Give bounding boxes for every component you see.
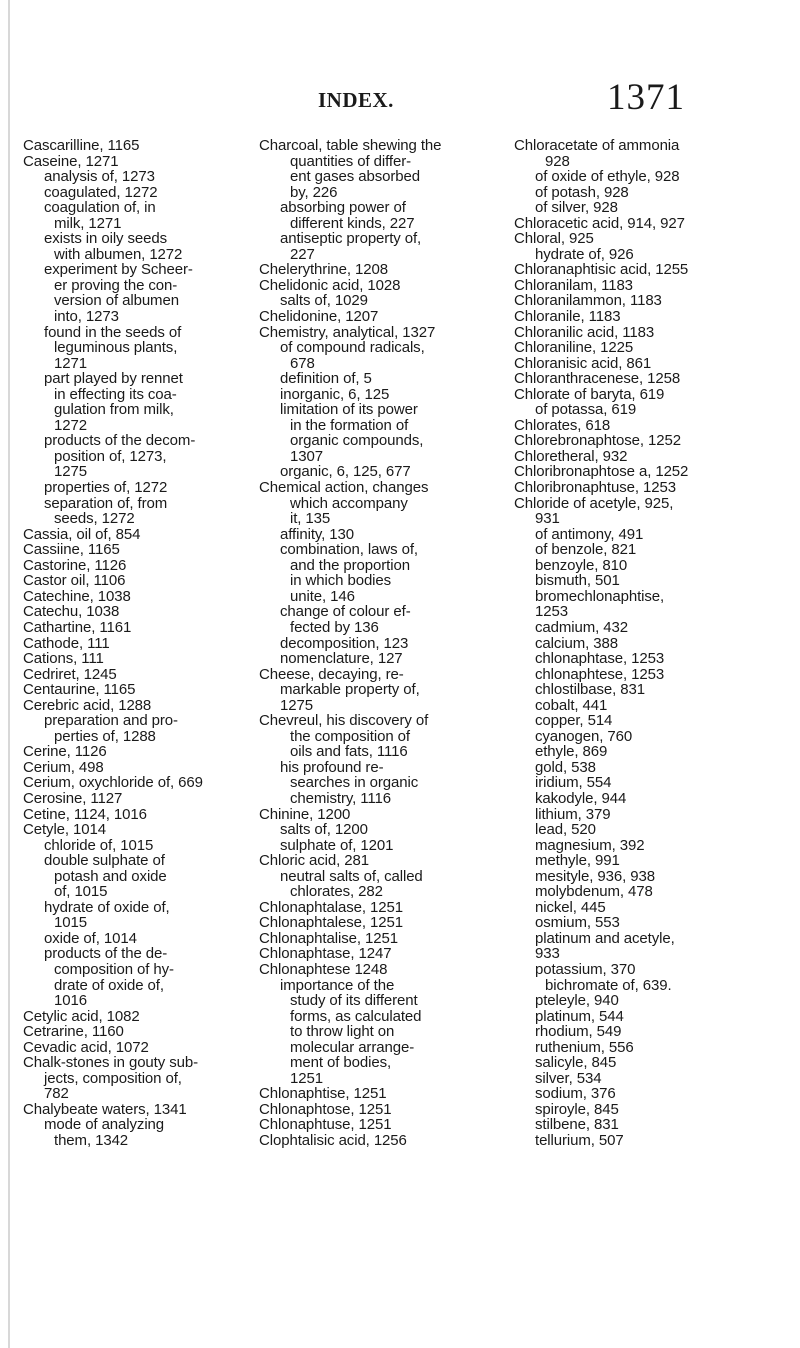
index-entry: Chlonaphtuse, 1251	[259, 1116, 392, 1134]
index-entry: Cerium, oxychloride of, 669	[23, 774, 203, 792]
index-entry: Catechine, 1038	[23, 587, 131, 605]
index-subentry: of potassa, 619	[535, 401, 637, 419]
index-entry: Chloranilic acid, 1183	[514, 323, 655, 341]
index-subentry: rhodium, 549	[535, 1023, 622, 1041]
index-entry: Chlonaphtalase, 1251	[259, 898, 403, 916]
index-entry: Catechu, 1038	[23, 603, 120, 621]
index-entry: Chloranile, 1183	[514, 308, 621, 326]
index-entry: Cassia, oil of, 854	[23, 525, 141, 543]
index-subentry: 1251	[290, 1069, 323, 1087]
index-subentry: leguminous plants,	[54, 339, 178, 357]
index-column-3	[514, 138, 714, 1149]
index-entry: Chloretheral, 932	[514, 447, 628, 465]
index-subentry: searches in organic	[290, 774, 419, 792]
index-subentry: 1016	[54, 992, 87, 1010]
index-subentry: part played by rennet	[44, 370, 183, 388]
index-entry: Cedriret, 1245	[23, 665, 117, 683]
index-subentry: 1275	[54, 463, 87, 481]
index-subentry: spiroyle, 845	[535, 1100, 619, 1118]
index-subentry: forms, as calculated	[290, 1007, 422, 1025]
index-entry: Chlonaphtalese, 1251	[259, 914, 403, 932]
index-subentry: milk, 1271	[54, 214, 122, 232]
index-subentry: ruthenium, 556	[535, 1038, 634, 1056]
index-entry: Chloranisic acid, 861	[514, 354, 652, 372]
index-subentry: bismuth, 501	[535, 572, 620, 590]
index-subentry: sodium, 376	[535, 1085, 616, 1103]
index-subentry: definition of, 5	[280, 370, 372, 388]
index-subentry: 1253	[535, 603, 568, 621]
index-entry: Chloribronaphtose a, 1252	[514, 463, 689, 481]
index-subentry: gold, 538	[535, 758, 596, 776]
index-entry: Cetyle, 1014	[23, 821, 107, 839]
index-entry: Chlonaphtese 1248	[259, 960, 388, 978]
index-subentry: salts of, 1029	[280, 292, 368, 310]
index-entry: Chlonaphtise, 1251	[259, 1085, 387, 1103]
index-entry: Castor oil, 1106	[23, 572, 126, 590]
running-head	[0, 76, 800, 126]
index-subentry: in the formation of	[290, 416, 409, 434]
index-entry: Chloride of acetyle, 925,	[514, 494, 674, 512]
index-subentry: chlonaphtase, 1253	[535, 650, 665, 668]
index-subentry: iridium, 554	[535, 774, 612, 792]
index-subentry: of potash, 928	[535, 183, 629, 201]
index-subentry: absorbing power of	[280, 199, 406, 217]
index-entry: Chlonaphtase, 1247	[259, 945, 392, 963]
index-entry: Cassiine, 1165	[23, 541, 120, 559]
index-entry: Chelerythrine, 1208	[259, 261, 389, 279]
index-subentry: 1272	[54, 416, 87, 434]
index-entry: Cevadic acid, 1072	[23, 1038, 149, 1056]
index-subentry: ent gases absorbed	[290, 168, 420, 186]
index-subentry: limitation of its power	[280, 401, 418, 419]
index-subentry: nomenclature, 127	[280, 650, 403, 668]
index-subentry: antiseptic property of,	[280, 230, 422, 248]
index-subentry: bromechlonaphtise,	[535, 587, 665, 605]
index-subentry: sulphate of, 1201	[280, 836, 394, 854]
index-entry: Cetrarine, 1160	[23, 1023, 124, 1041]
index-subentry: copper, 514	[535, 712, 613, 730]
index-subentry: preparation and pro-	[44, 712, 178, 730]
index-subentry: his profound re-	[280, 758, 384, 776]
index-subentry: ment of bodies,	[290, 1054, 392, 1072]
index-subentry: in which bodies	[290, 572, 392, 590]
page-number: 1371	[607, 77, 685, 118]
index-subentry: combination, laws of,	[280, 541, 418, 559]
index-subentry: it, 135	[290, 510, 331, 528]
index-entry: Chevreul, his discovery of	[259, 712, 429, 730]
index-subentry: methyle, 991	[535, 852, 620, 870]
index-entry: Centaurine, 1165	[23, 681, 136, 699]
index-entry: Chlorebronaphtose, 1252	[514, 432, 681, 450]
index-subentry: the composition of	[290, 727, 410, 745]
index-entry: Chloranthracenese, 1258	[514, 370, 681, 388]
index-entry: Cerebric acid, 1288	[23, 696, 152, 714]
index-subentry: molecular arrange-	[290, 1038, 415, 1056]
index-subentry: chloride of, 1015	[44, 836, 154, 854]
index-subentry: potash and oxide	[54, 867, 167, 885]
index-subentry: gulation from milk,	[54, 401, 174, 419]
index-subentry: exists in oily seeds	[44, 230, 168, 248]
index-entry: Cations, 111	[23, 650, 104, 668]
index-subentry: hydrate of, 926	[535, 245, 634, 263]
index-subentry: drate of oxide of,	[54, 976, 164, 994]
page-edge-shadow	[8, 0, 10, 1348]
index-subentry: bichromate of, 639.	[545, 976, 672, 994]
index-subentry: separation of, from	[44, 494, 168, 512]
index-subentry: 227	[290, 245, 315, 263]
index-subentry: mode of analyzing	[44, 1116, 165, 1134]
index-subentry: 1275	[280, 696, 313, 714]
index-subentry: chlonaphtese, 1253	[535, 665, 665, 683]
index-subentry: coagulation of, in	[44, 199, 156, 217]
index-entry: Chalybeate waters, 1341	[23, 1100, 187, 1118]
index-subentry: of silver, 928	[535, 199, 618, 217]
index-subentry: cyanogen, 760	[535, 727, 633, 745]
index-subentry: decomposition, 123	[280, 634, 409, 652]
index-subentry: benzoyle, 810	[535, 556, 628, 574]
index-entry: Chinine, 1200	[259, 805, 351, 823]
index-subentry: seeds, 1272	[54, 510, 135, 528]
index-entry: Cerine, 1126	[23, 743, 107, 761]
index-subentry: platinum and acetyle,	[535, 929, 675, 947]
index-subentry: perties of, 1288	[54, 727, 156, 745]
index-subentry: 931	[535, 510, 560, 528]
index-subentry: chlostilbase, 831	[535, 681, 646, 699]
index-subentry: composition of hy-	[54, 960, 174, 978]
index-column-1	[23, 138, 259, 1149]
index-subentry: products of the de-	[44, 945, 168, 963]
index-subentry: organic, 6, 125, 677	[280, 463, 411, 481]
index-subentry: into, 1273	[54, 308, 119, 326]
index-entry: Chalk-stones in gouty sub-	[23, 1054, 198, 1072]
index-subentry: inorganic, 6, 125	[280, 385, 390, 403]
index-subentry: unite, 146	[290, 587, 355, 605]
index-entry: Clophtalisic acid, 1256	[259, 1132, 407, 1149]
index-entry: Chloranilam, 1183	[514, 276, 633, 294]
index-entry: Charcoal, table shewing the	[259, 137, 442, 154]
index-subentry: lead, 520	[535, 821, 596, 839]
index-subentry: tellurium, 507	[535, 1132, 624, 1149]
index-entry: Chlonaphtalise, 1251	[259, 929, 398, 947]
index-subentry: change of colour ef-	[280, 603, 411, 621]
index-subentry: salicyle, 845	[535, 1054, 617, 1072]
index-subentry: by, 226	[290, 183, 338, 201]
index-entry: Chlonaphtose, 1251	[259, 1100, 392, 1118]
index-subentry: 933	[535, 945, 560, 963]
index-subentry: platinum, 544	[535, 1007, 624, 1025]
index-subentry: potassium, 370	[535, 960, 636, 978]
index-subentry: properties of, 1272	[44, 479, 168, 497]
index-subentry: of oxide of ethyle, 928	[535, 168, 680, 186]
page-title: INDEX.	[318, 88, 394, 112]
index-subentry: in effecting its coa-	[54, 385, 177, 403]
index-entry: Chemical action, changes	[259, 479, 429, 497]
index-subentry: position of, 1273,	[54, 447, 167, 465]
index-entry: Chemistry, analytical, 1327	[259, 323, 436, 341]
index-subentry: 782	[44, 1085, 69, 1103]
index-subentry: and the proportion	[290, 556, 410, 574]
index-entry: Chlorate of baryta, 619	[514, 385, 665, 403]
index-subentry: calcium, 388	[535, 634, 619, 652]
index-subentry: them, 1342	[54, 1132, 129, 1149]
index-subentry: 1307	[290, 447, 323, 465]
index-entry: Cheese, decaying, re-	[259, 665, 404, 683]
index-entry: Chloric acid, 281	[259, 852, 370, 870]
index-entry: Castorine, 1126	[23, 556, 127, 574]
index-entry: Chlorates, 618	[514, 416, 611, 434]
index-subentry: chemistry, 1116	[290, 789, 392, 807]
index-entry: Chloracetic acid, 914, 927	[514, 214, 685, 232]
index-subentry: markable property of,	[280, 681, 420, 699]
index-subentry: coagulated, 1272	[44, 183, 158, 201]
index-subentry: version of albumen	[54, 292, 179, 310]
index-subentry: jects, composition of,	[44, 1069, 182, 1087]
index-subentry: silver, 534	[535, 1069, 602, 1087]
index-subentry: products of the decom-	[44, 432, 196, 450]
index-subentry: cobalt, 441	[535, 696, 608, 714]
index-subentry: of, 1015	[54, 883, 108, 901]
index-subentry: which accompany	[290, 494, 408, 512]
index-column-2	[259, 138, 494, 1149]
index-subentry: salts of, 1200	[280, 821, 368, 839]
index-subentry: stilbene, 831	[535, 1116, 619, 1134]
index-entry: Caseine, 1271	[23, 152, 119, 170]
index-subentry: 678	[290, 354, 315, 372]
index-subentry: oxide of, 1014	[44, 929, 137, 947]
index-entry: Cathode, 111	[23, 634, 110, 652]
index-subentry: of antimony, 491	[535, 525, 644, 543]
index-subentry: importance of the	[280, 976, 395, 994]
index-entry: Cerosine, 1127	[23, 789, 123, 807]
index-subentry: found in the seeds of	[44, 323, 182, 341]
index-subentry: hydrate of oxide of,	[44, 898, 170, 916]
index-entry: Chloraniline, 1225	[514, 339, 634, 357]
index-entry: Cerium, 498	[23, 758, 104, 776]
index-subentry: osmium, 553	[535, 914, 620, 932]
index-subentry: organic compounds,	[290, 432, 424, 450]
index-subentry: different kinds, 227	[290, 214, 415, 232]
index-subentry: 1271	[54, 354, 87, 372]
index-entry: Cathartine, 1161	[23, 618, 132, 636]
index-entry: Chelidonine, 1207	[259, 308, 379, 326]
index-subentry: quantities of differ-	[290, 152, 412, 170]
index-subentry: cadmium, 432	[535, 618, 629, 636]
index-subentry: of benzole, 821	[535, 541, 637, 559]
index-subentry: molybdenum, 478	[535, 883, 653, 901]
index-subentry: neutral salts of, called	[280, 867, 423, 885]
index-subentry: affinity, 130	[280, 525, 355, 543]
index-subentry: ethyle, 869	[535, 743, 608, 761]
index-subentry: lithium, 379	[535, 805, 611, 823]
index-subentry: 1015	[54, 914, 87, 932]
index-entry: Cetylic acid, 1082	[23, 1007, 140, 1025]
index-subentry: fected by 136	[290, 618, 379, 636]
index-subentry: analysis of, 1273	[44, 168, 155, 186]
index-subentry: nickel, 445	[535, 898, 606, 916]
index-entry: Chloranilammon, 1183	[514, 292, 662, 310]
index-entry: Chloracetate of ammonia	[514, 137, 680, 154]
index-entry: Chelidonic acid, 1028	[259, 276, 401, 294]
index-entry: Chloral, 925	[514, 230, 594, 248]
index-subentry: 928	[545, 152, 570, 170]
index-entry: Chloribronaphtuse, 1253	[514, 479, 676, 497]
index-subentry: with albumen, 1272	[54, 245, 183, 263]
index-subentry: mesityle, 936, 938	[535, 867, 655, 885]
index-subentry: experiment by Scheer-	[44, 261, 193, 279]
index-entry: Chloranaphtisic acid, 1255	[514, 261, 689, 279]
index-subentry: magnesium, 392	[535, 836, 645, 854]
index-subentry: er proving the con-	[54, 276, 178, 294]
index-subentry: oils and fats, 1116	[290, 743, 408, 761]
index-entry: Cetine, 1124, 1016	[23, 805, 147, 823]
index-subentry: to throw light on	[290, 1023, 395, 1041]
index-subentry: double sulphate of	[44, 852, 165, 870]
index-entry: Cascarilline, 1165	[23, 137, 140, 154]
index-subentry: kakodyle, 944	[535, 789, 627, 807]
index-subentry: chlorates, 282	[290, 883, 383, 901]
index-subentry: study of its different	[290, 992, 418, 1010]
index-subentry: of compound radicals,	[280, 339, 425, 357]
index-subentry: pteleyle, 940	[535, 992, 619, 1010]
